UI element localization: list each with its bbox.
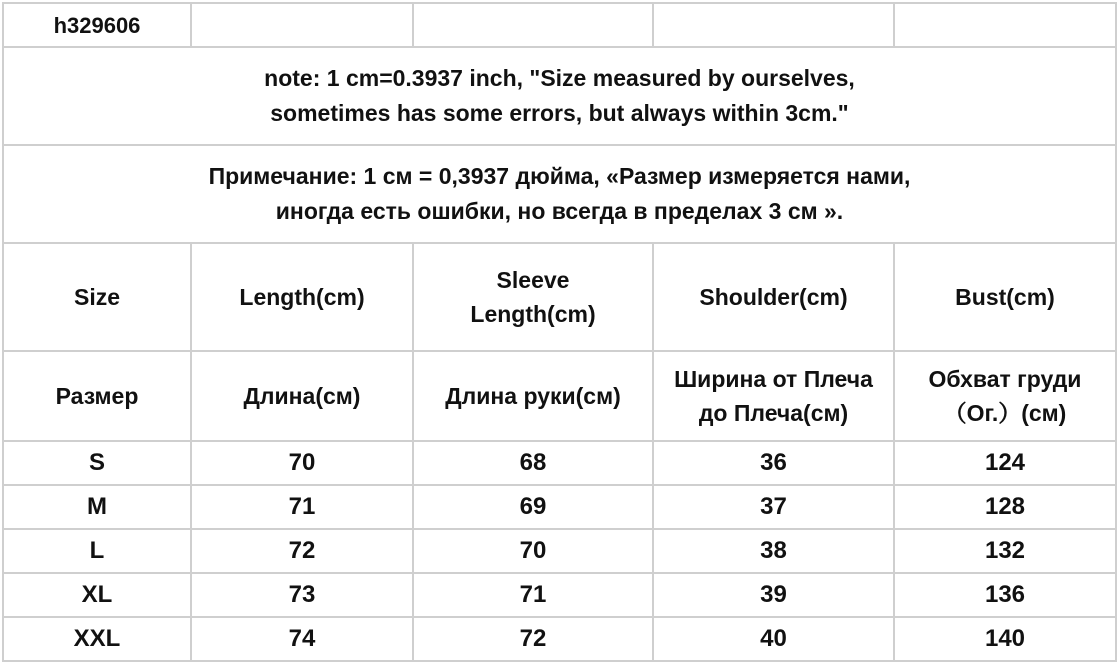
header-bust-ru-line-1: Обхват груди [928,365,1082,392]
sleeve-value: 68 [413,441,653,485]
note-english-line-1: note: 1 cm=0.3937 inch, "Size measured by ourselves, [264,65,855,92]
note-en-row [3,47,1116,145]
size-value: L [3,529,191,573]
shoulder-value: 36 [653,441,894,485]
empty-cell [653,3,894,47]
size-value: M [3,485,191,529]
empty-cell [191,3,413,47]
header-bust-ru-line-2: （Ог.）(см) [943,400,1067,426]
header-russian-row [3,351,1116,441]
size-value: XXL [3,617,191,661]
length-value: 70 [191,441,413,485]
note-english [3,47,1116,145]
table-row [3,485,1116,529]
header-sleeve-ru: Длина руки(см) [413,351,653,441]
table-row [3,617,1116,661]
header-english-row [3,243,1116,351]
header-length-ru: Длина(см) [191,351,413,441]
sleeve-value: 69 [413,485,653,529]
product-code-row [3,3,1116,47]
table-row [3,441,1116,485]
table-row [3,573,1116,617]
length-value: 72 [191,529,413,573]
header-length: Length(cm) [191,243,413,351]
note-ru-row [3,145,1116,243]
size-chart-table [2,2,1117,662]
shoulder-value: 40 [653,617,894,661]
empty-cell [894,3,1116,47]
header-shoulder-ru-line-2: до Плеча(см) [698,400,849,426]
header-shoulder-ru [653,351,894,441]
sleeve-value: 70 [413,529,653,573]
product-code: h329606 [3,3,191,47]
header-bust: Bust(cm) [894,243,1116,351]
note-russian [3,145,1116,243]
bust-value: 124 [894,441,1116,485]
header-size-ru: Размер [3,351,191,441]
shoulder-value: 39 [653,573,894,617]
size-value: S [3,441,191,485]
empty-cell [413,3,653,47]
table-row [3,529,1116,573]
note-russian-line-2: иногда есть ошибки, но всегда в пределах 3 см ». [275,198,844,224]
shoulder-value: 38 [653,529,894,573]
note-english-line-2: sometimes has some errors, but always within 3cm." [270,100,849,126]
header-shoulder: Shoulder(cm) [653,243,894,351]
header-sleeve-line-2: Length(cm) [470,301,596,327]
header-sleeve-line-1: Sleeve [496,266,570,293]
length-value: 73 [191,573,413,617]
header-bust-ru [894,351,1116,441]
header-sleeve-length [413,243,653,351]
sleeve-value: 71 [413,573,653,617]
header-size: Size [3,243,191,351]
length-value: 71 [191,485,413,529]
note-russian-line-1: Примечание: 1 см = 0,3937 дюйма, «Размер измеряется нами, [208,163,911,190]
bust-value: 132 [894,529,1116,573]
sleeve-value: 72 [413,617,653,661]
header-shoulder-ru-line-1: Ширина от Плеча [674,365,873,392]
shoulder-value: 37 [653,485,894,529]
length-value: 74 [191,617,413,661]
bust-value: 136 [894,573,1116,617]
bust-value: 128 [894,485,1116,529]
size-value: XL [3,573,191,617]
bust-value: 140 [894,617,1116,661]
